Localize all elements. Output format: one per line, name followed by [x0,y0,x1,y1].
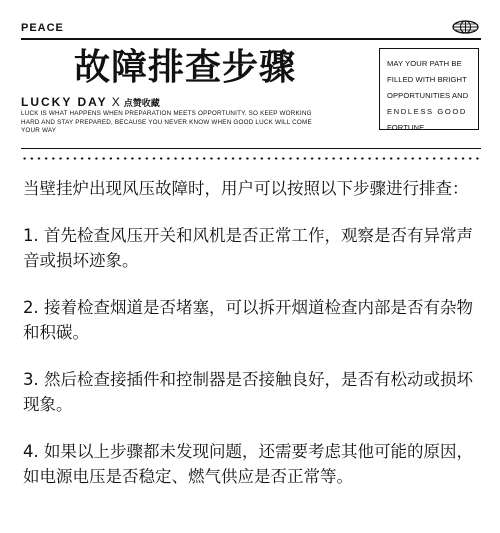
dotted-divider [21,157,481,160]
quote-line: MAY YOUR PATH BE [387,59,462,68]
lucky-row [21,95,160,109]
like-save-tag: 点赞收藏 [123,99,160,109]
quote-box [379,48,479,130]
lucky-day-label: LUCKY DAY [21,95,108,109]
intro-paragraph: 当壁挂炉出现风压故障时，用户可以按照以下步骤进行排查： [23,179,469,198]
step-3-paragraph: 3. 然后检查接插件和控制器是否接触良好，是否有松动或损坏现象。 [23,370,473,414]
quote-line: FORTUNE [387,123,425,132]
step-1-paragraph: 1. 首先检查风压开关和风机是否正常工作，观察是否有异常声音或损坏迹象。 [23,226,473,270]
step-2-paragraph: 2. 接着检查烟道是否堵塞，可以拆开烟道检查内部是否有杂物和积碳。 [23,298,473,342]
quote-line: ENDLESS GOOD [387,107,467,116]
globe-icon [452,20,479,34]
page-title: 故障排查步骤 [74,47,297,88]
quote-line: FILLED WITH BRIGHT [387,75,467,84]
cross-mark: X [111,95,120,109]
top-rule [21,38,481,40]
step-4-paragraph: 4. 如果以上步骤都未发现问题，还需要考虑其他可能的原因，如电源电压是否稳定、燃气供应是否正常等。 [23,442,473,486]
slogan-text: LUCK IS WHAT HAPPENS WHEN PREPARATION MEETS OPPORTUNITY. SO KEEP WORKING HARD AND STAY PREPARED, BECAUSE YOU NEVER KNOW WHEN GOOD LUCK WILL COME YOUR WAY [21,110,312,135]
divider-line [21,148,481,149]
quote-line: OPPORTUNITIES AND [387,91,469,100]
article-body [23,176,479,511]
brand-label: PEACE [21,22,64,34]
